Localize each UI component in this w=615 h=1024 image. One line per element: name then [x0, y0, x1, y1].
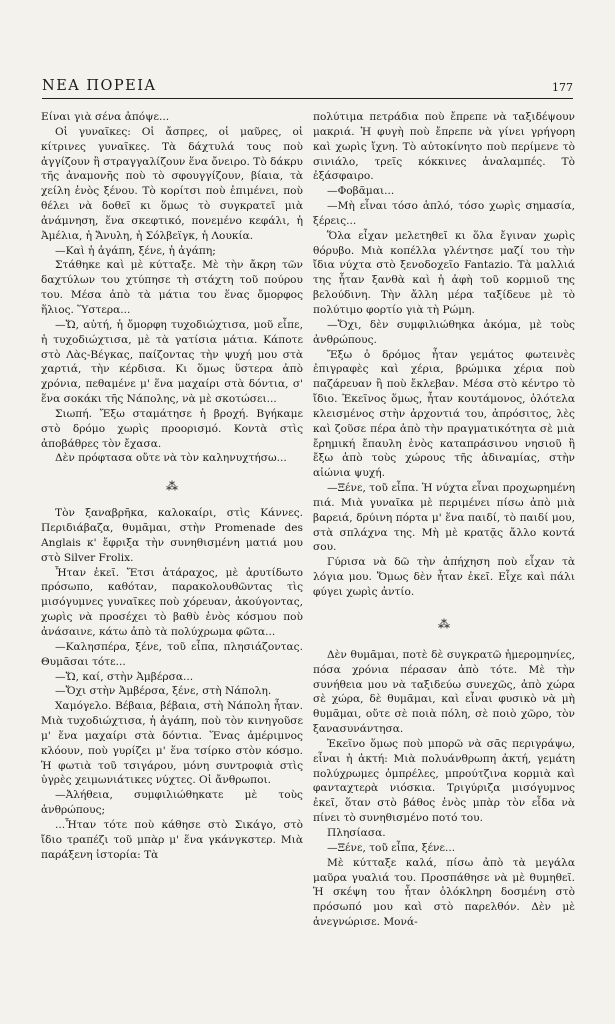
- paragraph: Ἔξω ὁ δρόμος ἦταν γεμάτος φωτεινὲς ἐπιγραφὲς καὶ χέρια, βρώμικα χέρια ποὺ παζάρευαν ἢ ποὺ ἔκλεβαν. Μέσα στὸ κέντρο τὸ ἴδιο. Ἐκεῖνος ὅμως, ἦταν κουτάμονος, ὁλότελα κλεισμένος στὴν ἀρχοντιά του, ἀπρόσιτος, λὲς καὶ ζοῦσε πέρα ἀπὸ τὴν πραγματικότητα σὲ μιὰ ἔρημική ἔπαυλη ἑνὸς καταπράσινου νησιοῦ ἢ ἔξω ἀπὸ τοὺς χώρους τῆς ἀδιναμίας, στὴν αἰώνια ψυχή.: [313, 348, 575, 480]
- paragraph: πολύτιμα πετράδια ποὺ ἔπρεπε νὰ ταξιδέψουν μακριά. Ἡ φυγὴ ποὺ ἔπρεπε νὰ γίνει γρήγορη καὶ χωρὶς ἴχνη. Τὸ αὐτοκίνητο ποὺ περίμενε τὸ σινιάλο, τρεῖς κόκκινες ἀναλαμπές. Τὸ ἐξάσφαιρο.: [313, 111, 575, 183]
- paragraph: —Ξένε, τοῦ εἶπα, ξένε...: [327, 841, 456, 854]
- section-separator: ⁂: [166, 479, 178, 494]
- page-header: [42, 70, 573, 99]
- paragraph: —Ξένε, τοῦ εἶπα. Ἡ νύχτα εἶναι προχωρημένη πιά. Μιὰ γυναῖκα μὲ περιμένει πίσω ἀπὸ μιὰ βαρειά, δρύινη πόρτα μ' ἕνα παιδί, τὸ παιδί μου, στὰ σπλάχνα της. Μὴ μὲ κρατᾷς ἄλλο κοντά σου.: [313, 482, 575, 554]
- page-number: 177: [552, 81, 573, 94]
- paragraph: Δὲν θυμᾶμαι, ποτὲ δὲ συγκρατῶ ἡμερομηνίες, πόσα χρόνια πέρασαν ἀπὸ τότε. Μὲ τὴν συνήθεια μου νὰ ταξιδεύω συνεχῶς, ἀπὸ χώρα σὲ χώρα, δὲ θυμᾶμαι, καὶ εἶναι φυσικὸ νὰ μὴ θυμᾶμαι, οὔτε σὲ ποιὰ πόλη, σὲ ποιὸ χῶρο, τὸν ξανασυνάντησα.: [313, 648, 575, 736]
- paragraph: Οἱ γυναῖκες: Οἱ ἄσπρες, οἱ μαῦρες, οἱ κίτρινες γυναῖκες. Τὰ δάχτυλά τους ποὺ ἀγγίζουν ἢ στραγγαλίζουν ἕνα ὄνειρο. Τὸ δάκρυ τῆς ἀναμονῆς ποὺ τὸ σφουγγίζουν, βίαια, τὰ χείλη ἑνὸς ξένου. Τὸ κορίτσι ποὺ ἐπιμένει, ποὺ θέλει νὰ δοθεῖ κι ὅμως τὸ συγκρατεῖ μιὰ ἀνάμνηση, ἕνα σκεφτικό, πονεμένο κεφάλι, ἡ Ἀμέλια, ἡ Ἄνυλη, ἡ Σόλβεϊγκ, ἡ Λουκία.: [41, 125, 303, 242]
- paragraph: —Ὄχι, δὲν συμφιλιώθηκα ἀκόμα, μὲ τοὺς ἀνθρώπους.: [313, 318, 575, 346]
- paragraph: Ἦταν ἐκεῖ. Ἔτσι ἀτάραχος, μὲ ἀρυτίδωτο πρόσωπο, καθόταν, παρακολουθῶντας τὶς μισόγυμνες γυναῖκες ποὺ χόρευαν, ἀκούγοντας, χωρὶς νὰ προσέχει τὸ βαθὺ ἑνὸς κόσμου ποὺ ἀνάσαινε, κάτω ἀπὸ τὰ πολύχρωμα φῶτα...: [41, 566, 303, 638]
- paragraph: —Καλησπέρα, ξένε, τοῦ εἶπα, πλησιάζοντας. Θυμᾶσαι τότε...: [41, 640, 303, 668]
- paragraph: —Ἀλήθεια, συμφιλιώθηκατε μὲ τοὺς ἀνθρώπους;: [41, 789, 303, 817]
- left-column: [41, 110, 303, 863]
- paragraph: Χαμόγελο. Βέβαια, βέβαια, στὴ Νάπολη ἦταν. Μιὰ τυχοδιώχτισα, ἡ ἀγάπη, ποὺ τὸν κινηγοῦσε μ' ἕνα μαχαίρι στὰ δόντια. Ἕνας ἀμέριμνος κλόουν, ποὺ γυρίζει μ' ἕνα τσίρκο στὸν κόσμο. Ἡ φωτιὰ τοῦ τσιγάρου, μόνη συντροφιὰ στὶς ὑγρὲς χειμωνιάτικες νύχτες. Οἱ ἄνθρωποι.: [41, 700, 303, 787]
- paragraph: —Καὶ ἡ ἀγάπη, ξένε, ἡ ἀγάπη;: [55, 244, 216, 257]
- paragraph: Τὸν ξαναβρῆκα, καλοκαίρι, στὶς Κάννες. Περιδιάβαζα, θυμᾶμαι, στὴν Promenade des Anglais κ' ἔφριξα τὴν συνηθισμένη ματιά μου στὸ Silver Frolix.: [41, 507, 303, 564]
- paragraph: Δὲν πρόφτασα οὔτε νὰ τὸν καληνυχτήσω...: [55, 452, 287, 465]
- paragraph: —Ὄχι στὴν Ἀμβέρσα, ξένε, στὴ Νάπολη.: [55, 685, 272, 698]
- paragraph: Γύρισα νὰ δῶ τὴν ἀπήχηση ποὺ εἶχαν τὰ λόγια μου. Ὅμως δὲν ἦταν ἐκεῖ. Εἶχε καὶ πάλι φύγει χωρὶς ἀντίο.: [313, 556, 575, 598]
- paragraph: Είναι γιὰ σένα ἀπόψε...: [41, 111, 170, 123]
- paragraph: —Ὤ, καί, στὴν Ἀμβέρσα...: [55, 670, 194, 683]
- paragraph: —Ὤ, αὐτή, ἡ ὄμορφη τυχοδιώχτισα, μοῦ εἶπε, ἡ τυχοδιώχτισα, μὲ τὰ γατίσια μάτια. Κάποτε στὸ Λὰς-Βέγκας, παίζοντας τὴν ψυχή μου στὰ χαρτιά, τὴν κέρδισα. Κι ὅμως ὕστερα ἀπὸ χρόνια, πεθαμένε μ' ἕνα μαχαίρι στὰ δόντια, σ' ἕνα σοκάκι τῆς Νάπολης, νὰ μὲ σκοτώσει...: [41, 318, 303, 406]
- paragraph: —Μὴ εἶναι τόσο ἁπλό, τόσο χωρὶς σημασία, ξέρεις...: [313, 200, 575, 227]
- paragraph: Σιωπή. Ἔξω σταμάτησε ἡ βροχή. Βγήκαμε στὸ δρόμο χωρὶς προορισμό. Κοντὰ στὶς ἀποβάθρες τὸν ἔχασα.: [41, 407, 303, 450]
- paragraph: Μὲ κύτταξε καλά, πίσω ἀπὸ τὰ μεγάλα μαῦρα γυαλιά του. Προσπάθησε νὰ μὲ θυμηθεῖ. Ἡ σκέψη του ἦταν ὁλόκληρη δοσμένη στὸ πρόσωπό μου καὶ στὸ παρελθόν. Δὲν μὲ ἀνεγνώρισε. Μονά-: [313, 856, 575, 929]
- paragraph: —Φοβᾶμαι...: [327, 185, 395, 198]
- section-separator: ⁂: [438, 616, 450, 631]
- paragraph: Πλησίασα.: [327, 826, 386, 839]
- paragraph: Ἐκεῖνο ὅμως ποὺ μπορῶ νὰ σᾶς περιγράψω, εἶναι ἡ ἀκτή: Μιὰ πολυάνθρωπη ἀκτή, γεμάτη πολύχρωμες ὀμπρέλες, μπρούτζινα κορμιὰ καὶ φανταχτερὰ νιόσκια. Τριγύριζα μισόγυμνος ἐκεῖ, ὅταν στὸ βάθος ἑνὸς μπὰρ τὸν εἶδα νὰ πίνει τὸ συνηθισμένο ποτό του.: [313, 737, 575, 825]
- right-column: [313, 110, 575, 930]
- journal-title: ΝΕΑ ΠΟΡΕΙΑ: [42, 78, 157, 94]
- paragraph: Στάθηκε καὶ μὲ κύτταξε. Μὲ τὴν ἄκρη τῶν δαχτύλων του χτύπησε τὴ στάχτη τοῦ πούρου του. Μέσα ἀπὸ τὰ μάτια του ἕνας ὄμορφος ἥλιος. Ὕστερα...: [41, 259, 303, 316]
- paragraph: ...Ἦταν τότε ποὺ κάθησε στὸ Σικάγο, στὸ ἴδιο τραπέζι τοῦ μπὰρ μ' ἕνα γκάνγκστερ. Μιὰ παράξενη ἱστορία: Τὰ: [41, 818, 303, 861]
- paragraph: Ὅλα εἶχαν μελετηθεῖ κι ὅλα ἔγιναν χωρὶς θόρυβο. Μιὰ κοπέλλα γλέντησε μαζί του τὴν ἴδια νύχτα στὸ ξενοδοχεῖο Fantazio. Τὰ μαλλιά της ἦταν ξανθὰ καὶ ἡ ἀφὴ τοῦ κορμιοῦ της βελούδινη. Τὴν ἄλλη μέρα ταξίδευε μὲ τὸ πολύτιμο φορτίο γιὰ τὴ Ρώμη.: [313, 229, 575, 316]
